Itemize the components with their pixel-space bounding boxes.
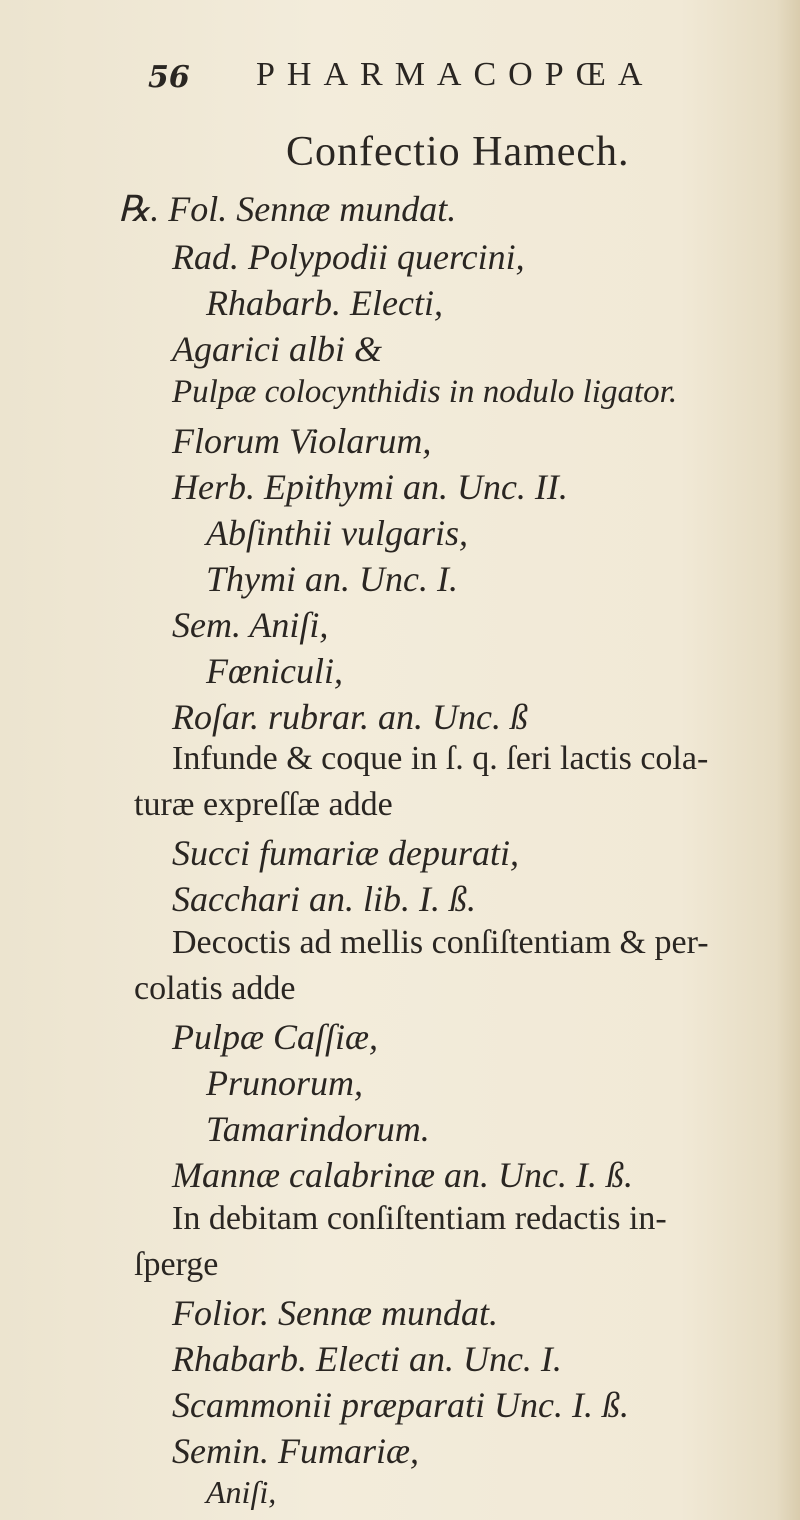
text-line: Rhabarb. Electi, [206, 283, 443, 323]
text-line: In debitam conſiſtentiam redactis in- [172, 1200, 667, 1237]
text-line: Folior. Sennæ mundat. [172, 1293, 499, 1333]
text-line: Succi fumariæ depurati, [172, 833, 519, 873]
text-line: Herb. Epithymi an. Unc. II. [172, 467, 568, 507]
page-number: 56 [148, 60, 190, 95]
text-line: Prunorum, [206, 1063, 364, 1103]
text-line: colatis adde [134, 970, 296, 1007]
text-line: Pulpæ Caſſiæ, [172, 1017, 379, 1057]
text-line: Rhabarb. Electi an. Unc. I. [172, 1339, 562, 1379]
text-line: Fœniculi, [206, 651, 343, 691]
text-line: Mannæ calabrinæ an. Unc. I. ß. [172, 1155, 633, 1195]
text-line: Agarici albi & [172, 329, 382, 369]
text-line: Florum Violarum, [172, 421, 432, 461]
text-line: Sacchari an. lib. I. ß. [172, 879, 476, 919]
text-line: Abſinthii vulgaris, [206, 513, 469, 553]
running-title: PHARMACOPŒA [256, 56, 655, 93]
text-line: Tamarindorum. [206, 1109, 430, 1149]
text-line: Scammonii præparati Unc. I. ß. [172, 1385, 629, 1425]
text-line: Aniſi, [206, 1474, 277, 1510]
text-line: Decoctis ad mellis conſiſtentiam & per- [172, 924, 709, 961]
text-line: Sem. Aniſi, [172, 605, 329, 645]
text-line: ℞. Fol. Sennæ mundat. [118, 189, 457, 229]
text-line: ſperge [134, 1246, 219, 1283]
text-line: Thymi an. Unc. I. [206, 559, 458, 599]
text-line: Roſar. rubrar. an. Unc. ß [172, 697, 529, 737]
text-line: Pulpæ colocynthidis in nodulo ligator. [172, 374, 678, 410]
text-line: turæ expreſſæ adde [134, 786, 393, 823]
recipe-title: Confectio Hamech. [286, 129, 630, 175]
text-line: Infunde & coque in ſ. q. ſeri lactis cola- [172, 740, 709, 777]
text-line: Semin. Fumariæ, [172, 1431, 419, 1471]
text-line: Rad. Polypodii quercini, [172, 237, 525, 277]
page-header [148, 54, 768, 104]
